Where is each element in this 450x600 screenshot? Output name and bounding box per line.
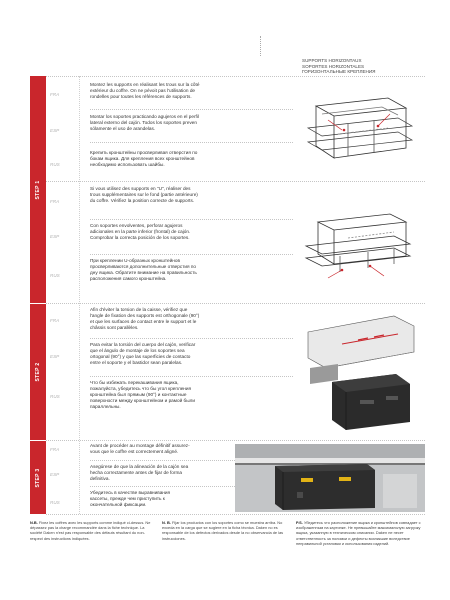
heading-fr: SUPPORTS HORIZONTAUX [302,58,362,63]
note-text: Убедитесь что расположение ящика и кронштейнов совпадает с изображенным на картинке. Не превышайте максимальную загрузку ящика, указанную в техническом описании. Daken не несет ответственность за поломки и дефекты возникшие вследствие неправильной установки и использования изделий. [296,520,421,546]
footer-note-ru [296,520,424,546]
toolbox-u-supports-drawing [298,194,416,282]
row-divider [90,109,293,110]
instruction-text: Avant de procéder au montage définitif assurez-vous que le coffre est correctement aligné. [90,443,190,454]
step-2-bar [30,304,46,440]
lang-code: RUS [50,273,60,278]
header-divider [260,36,262,56]
instruction-text: При креплении U-образных кронштейнов просверливаются дополнительные отверстия по дну ящика. Обратите внимание на правильность расположения самого кронштейна. [90,258,197,281]
row-divider [46,76,425,77]
lang-column-divider [79,76,80,514]
lang-code: ESP [50,354,60,359]
lang-code: RUS [50,500,60,505]
row-divider [90,486,235,487]
instruction-text: Montar los soportes practicando agujeros en el perfil lateral externo del cajón. Todos los soportes preven sólamente el uso de arandelas. [90,114,199,131]
section-heading [302,58,442,75]
row-divider [46,440,425,441]
note-prefix: P.S. [296,520,303,525]
instruction-text: Крепить кронштейны просверливая отверстия по бокам ящика. Для крепления всех кронштейнов необходимо использовать шайбы. [90,150,198,167]
lang-code: ESP [50,234,60,239]
lang-code: FRA [50,199,60,204]
lang-code: FRA [50,447,60,452]
heading-es: SOPORTES HORIZONTALES [302,63,365,69]
chassis-mount-illustration [298,312,420,434]
note-text: Fijar los productos con los soportes como se muestra arriba. No exceda en la carga que se sugiere en la ficha técnica. Daken no es responsable de los defectos derivados desde la no observancia de las instrucciones. [162,520,284,541]
heading-ru: ГОРИЗОНТАЛЬНЫЕ КРЕПЛЕНИЯ [302,69,376,75]
instruction-text: Montez les supports en réalisant les trous sur la côté extérieur du coffre. On ne pévoit pas l'utilisation de rondelles pour toutes les références de supports. [90,82,200,99]
note-prefix: N.B. [30,520,38,525]
instruction-text: Si vous utilisez des supports en "U", réaliser des trous supplémentaires sur le fond (partie antérieure) du coffre. Vérifiez la position correcte de supports. [90,186,198,203]
note-prefix: N. B. [162,520,171,525]
row-divider [90,142,293,143]
instruction-text: Afin d'éviter la torsion de la caisse, vérifiez que l'angle de fixation des supports est orthogonale (90°) et que les surfaces de contact entre le support et le châssis sont parallèles. [90,307,200,330]
row-divider [46,303,425,304]
instruction-text: Asegúrese de que la alineación de la cajón sea hecha correctamente antes de fijar de forma definitiva. [90,464,189,481]
note-text: Fixez les coffres avec les supports comme indiqué ci-dessus. Ne dépassez pas la charge recommandée dans la fiche technique. La société Daken n'est pas responsable des défauts résultant du non-respect des instructions indiquées. [30,520,151,541]
toolbox-supports-drawing [298,84,416,172]
step-2-label: STEP 2 [35,362,41,382]
instruction-text: Con soportes envolventes, perforar agujeros adicionales en la parte inferior (frontal) de cajón. Comprobar la correcta posición de los soportes. [90,223,191,240]
instruction-text: Что бы избежать перекашивания ящика, пожалуйста, убедитесь что бы угол крепления кронштейна был прямым (90°) и контактные поверхности между кронштейном и рамой были параллельны. [90,380,195,409]
lang-code: RUS [50,394,60,399]
lang-code: ESP [50,472,60,477]
instructions-table [30,76,425,514]
lang-code: FRA [50,318,60,323]
footer-note-fr [30,520,155,541]
step-3-bar [30,441,46,514]
lang-code: RUS [50,162,60,167]
step-3-label: STEP 3 [35,468,41,487]
row-divider [46,514,425,515]
step-1-label: STEP 1 [35,180,41,199]
row-divider [90,219,293,220]
footer-note-es [162,520,287,541]
instruction-text: Убедитесь в качестве выравнивания кассеты, прежде чем приступить к окончательной фиксации. [90,490,171,507]
step-1-bar [30,76,46,303]
row-divider [90,460,235,461]
lang-code: FRA [50,92,60,97]
row-divider [90,376,293,377]
lang-code: ESP [50,128,60,133]
instruction-text: Para evitar la torsión del cuerpo del cajón, verificar que el ángulo de montaje de los soportes sea ortogonal (90°) y que las superficies de contacto entre el soporte y el bastidor sean paralelas. [90,342,196,365]
row-divider [90,338,293,339]
row-divider [90,254,293,255]
row-divider [46,181,425,182]
mounted-toolbox-illustration [235,444,425,512]
